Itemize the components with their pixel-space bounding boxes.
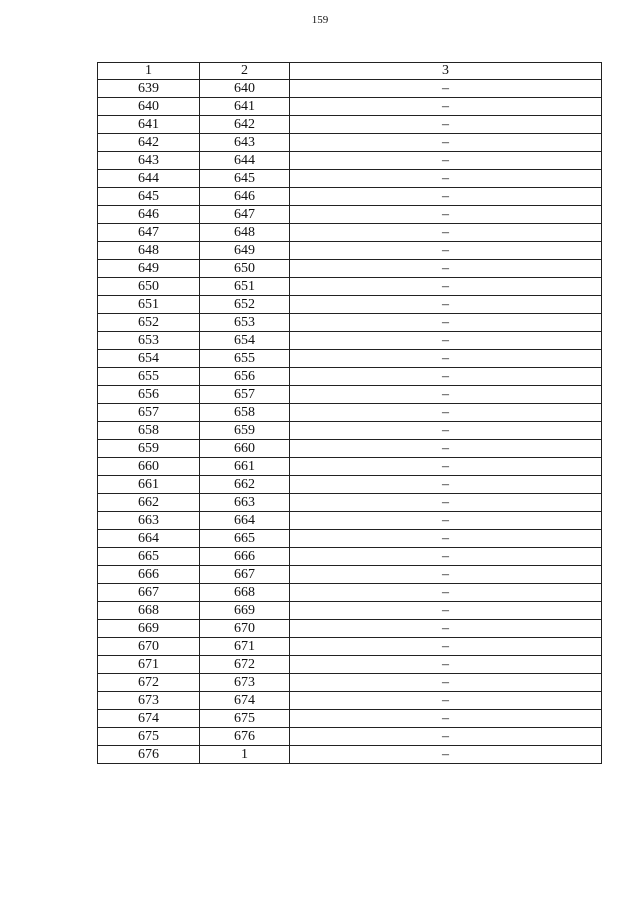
table-cell-col2: 661	[200, 458, 290, 476]
table-row	[98, 512, 602, 530]
table-row	[98, 224, 602, 242]
table-row	[98, 368, 602, 386]
table-row	[98, 692, 602, 710]
table-row	[98, 98, 602, 116]
table-row	[98, 134, 602, 152]
table-cell-col1: 639	[98, 80, 200, 98]
table-cell-col2: 676	[200, 728, 290, 746]
table-row	[98, 638, 602, 656]
table-cell-col3: –	[290, 350, 602, 368]
table-cell-col2: 663	[200, 494, 290, 512]
table-cell-col1: 660	[98, 458, 200, 476]
table-cell-col3: –	[290, 224, 602, 242]
table-cell-col1: 656	[98, 386, 200, 404]
table-row	[98, 386, 602, 404]
table-row	[98, 206, 602, 224]
table-cell-col2: 647	[200, 206, 290, 224]
table-cell-col2: 642	[200, 116, 290, 134]
table-cell-col1: 665	[98, 548, 200, 566]
table-cell-col3: –	[290, 458, 602, 476]
table-row	[98, 602, 602, 620]
table-cell-col3: –	[290, 422, 602, 440]
table-row	[98, 746, 602, 764]
table-cell-col2: 662	[200, 476, 290, 494]
table-cell-col1: 644	[98, 170, 200, 188]
table-cell-col3: –	[290, 602, 602, 620]
table-cell-col3: –	[290, 476, 602, 494]
table-cell-col2: 643	[200, 134, 290, 152]
table-cell-col2: 644	[200, 152, 290, 170]
page-number: 159	[311, 14, 329, 26]
table-cell-col2: 648	[200, 224, 290, 242]
table-row	[98, 314, 602, 332]
table-cell-col3: –	[290, 728, 602, 746]
table-cell-col1: 658	[98, 422, 200, 440]
table-cell-col1: 652	[98, 314, 200, 332]
table-cell-col1: 675	[98, 728, 200, 746]
table-cell-col2: 655	[200, 350, 290, 368]
table-cell-col1: 645	[98, 188, 200, 206]
table-cell-col3: –	[290, 620, 602, 638]
table-cell-col2: 656	[200, 368, 290, 386]
table-cell-col1: 673	[98, 692, 200, 710]
table-cell-col2: 669	[200, 602, 290, 620]
table-cell-col2: 657	[200, 386, 290, 404]
table-cell-col2: 649	[200, 242, 290, 260]
table-row	[98, 566, 602, 584]
table-cell-col1: 648	[98, 242, 200, 260]
table-cell-col3: –	[290, 188, 602, 206]
table-cell-col2: 653	[200, 314, 290, 332]
table-cell-col3: –	[290, 692, 602, 710]
table-cell-col1: 674	[98, 710, 200, 728]
table-row	[98, 422, 602, 440]
table-cell-col3: –	[290, 638, 602, 656]
table-row	[98, 404, 602, 422]
table-cell-col2: 658	[200, 404, 290, 422]
table-cell-col3: –	[290, 152, 602, 170]
table-cell-col3: –	[290, 746, 602, 764]
table-row	[98, 116, 602, 134]
table-cell-col3: –	[290, 512, 602, 530]
table-cell-col1: 650	[98, 278, 200, 296]
table-cell-col2: 664	[200, 512, 290, 530]
table-row	[98, 80, 602, 98]
table-cell-col1: 640	[98, 98, 200, 116]
table-row	[98, 674, 602, 692]
table-cell-col3: –	[290, 260, 602, 278]
table-cell-col2: 645	[200, 170, 290, 188]
table-cell-col1: 676	[98, 746, 200, 764]
table-cell-col2: 641	[200, 98, 290, 116]
table-cell-col2: 667	[200, 566, 290, 584]
table-cell-col1: 661	[98, 476, 200, 494]
table-cell-col3: –	[290, 440, 602, 458]
table-row	[98, 278, 602, 296]
column-header-3: 3	[290, 63, 602, 80]
table-cell-col1: 657	[98, 404, 200, 422]
table-cell-col3: –	[290, 674, 602, 692]
table-row	[98, 656, 602, 674]
column-header-1: 1	[98, 63, 200, 80]
table-cell-col3: –	[290, 566, 602, 584]
table-row	[98, 242, 602, 260]
table-cell-col3: –	[290, 134, 602, 152]
column-header-2: 2	[200, 63, 290, 80]
table-row	[98, 584, 602, 602]
table-cell-col1: 663	[98, 512, 200, 530]
table-cell-col1: 643	[98, 152, 200, 170]
table-cell-col3: –	[290, 404, 602, 422]
table-cell-col1: 654	[98, 350, 200, 368]
table-cell-col3: –	[290, 494, 602, 512]
table-cell-col1: 659	[98, 440, 200, 458]
table-cell-col1: 653	[98, 332, 200, 350]
table-cell-col2: 666	[200, 548, 290, 566]
table-cell-col1: 671	[98, 656, 200, 674]
table-row	[98, 548, 602, 566]
table-cell-col3: –	[290, 368, 602, 386]
table-row	[98, 440, 602, 458]
table-cell-col3: –	[290, 314, 602, 332]
table-cell-col3: –	[290, 386, 602, 404]
table-cell-col2: 674	[200, 692, 290, 710]
table-cell-col3: –	[290, 80, 602, 98]
table-cell-col1: 642	[98, 134, 200, 152]
table-cell-col2: 646	[200, 188, 290, 206]
table-cell-col3: –	[290, 710, 602, 728]
table-cell-col1: 647	[98, 224, 200, 242]
table-cell-col1: 646	[98, 206, 200, 224]
table-row	[98, 350, 602, 368]
table-cell-col1: 655	[98, 368, 200, 386]
table-cell-col2: 651	[200, 278, 290, 296]
table-row	[98, 620, 602, 638]
table-row	[98, 458, 602, 476]
table-cell-col3: –	[290, 332, 602, 350]
table-cell-col3: –	[290, 584, 602, 602]
table-cell-col3: –	[290, 206, 602, 224]
table-cell-col1: 651	[98, 296, 200, 314]
table-cell-col1: 641	[98, 116, 200, 134]
table-cell-col2: 650	[200, 260, 290, 278]
table-cell-col3: –	[290, 548, 602, 566]
table-cell-col2: 665	[200, 530, 290, 548]
table-cell-col2: 672	[200, 656, 290, 674]
table-cell-col3: –	[290, 98, 602, 116]
table-cell-col1: 670	[98, 638, 200, 656]
table-cell-col1: 664	[98, 530, 200, 548]
table-cell-col3: –	[290, 296, 602, 314]
table-cell-col3: –	[290, 530, 602, 548]
table-row	[98, 332, 602, 350]
table-cell-col2: 670	[200, 620, 290, 638]
table-row	[98, 296, 602, 314]
table-cell-col3: –	[290, 170, 602, 188]
data-table	[97, 62, 602, 764]
table-cell-col2: 640	[200, 80, 290, 98]
table-cell-col2: 668	[200, 584, 290, 602]
table-cell-col3: –	[290, 116, 602, 134]
table-cell-col2: 673	[200, 674, 290, 692]
table-cell-col1: 668	[98, 602, 200, 620]
table-body	[98, 80, 602, 764]
table-row	[98, 728, 602, 746]
table-cell-col1: 669	[98, 620, 200, 638]
table-row	[98, 710, 602, 728]
table-cell-col1: 672	[98, 674, 200, 692]
table-row	[98, 170, 602, 188]
table-cell-col2: 654	[200, 332, 290, 350]
table-row	[98, 260, 602, 278]
table-header-row	[98, 63, 602, 80]
table-row	[98, 494, 602, 512]
table-cell-col2: 675	[200, 710, 290, 728]
table-cell-col3: –	[290, 278, 602, 296]
table-cell-col2: 659	[200, 422, 290, 440]
table-cell-col1: 667	[98, 584, 200, 602]
table-row	[98, 476, 602, 494]
table-cell-col3: –	[290, 656, 602, 674]
table-row	[98, 152, 602, 170]
table-cell-col2: 660	[200, 440, 290, 458]
table-cell-col2: 671	[200, 638, 290, 656]
table-row	[98, 530, 602, 548]
table-cell-col2: 652	[200, 296, 290, 314]
table-cell-col3: –	[290, 242, 602, 260]
table-row	[98, 188, 602, 206]
table-cell-col2: 1	[200, 746, 290, 764]
table-cell-col1: 649	[98, 260, 200, 278]
table-cell-col1: 662	[98, 494, 200, 512]
table-cell-col1: 666	[98, 566, 200, 584]
